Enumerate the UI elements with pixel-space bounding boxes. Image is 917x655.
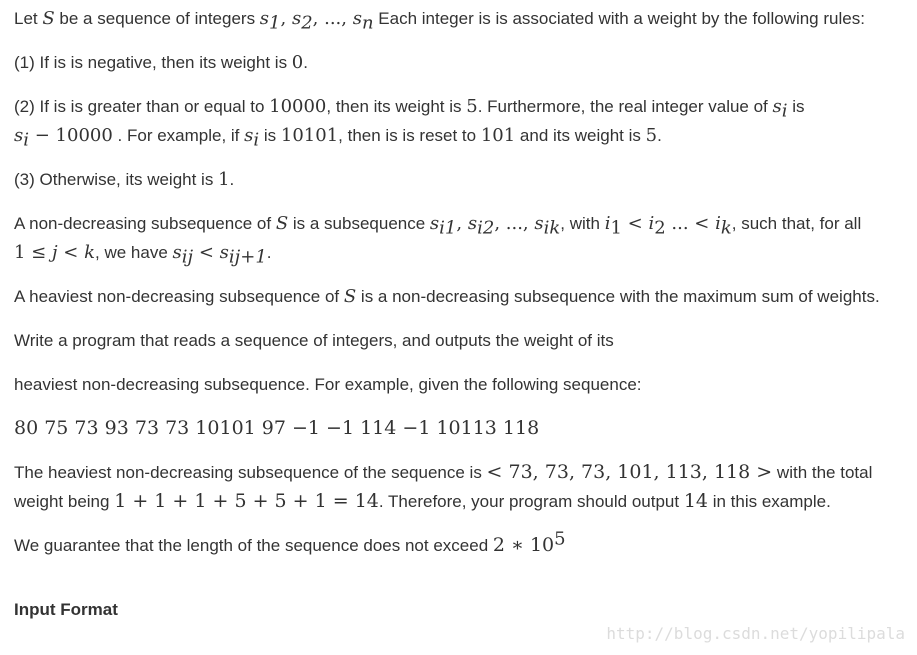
- heaviest-definition: A heaviest non-decreasing subsequence of S is a non-decreasing subsequence with the maximum sum of weights.: [14, 286, 880, 307]
- problem-statement: [14, 4, 909, 624]
- rule-2: (2) If is is greater than or equal to 10000, then its weight is 5. Furthermore, the real integer value of $s_i$ is $s_i - 10000$ . For example, if $s_i$ is 10101, then is is reset to 101 and its weight is 5.: [14, 96, 805, 151]
- task-line-2: heaviest non-decreasing subsequence. For example, given the following sequence:: [14, 375, 642, 394]
- subsequence-definition: A non-decreasing subsequence of S is a subsequence $s_{i1}$, $s_{i2}$, ..., $s_{ik}$, with $i_1 < i_2$ ... < $i_k$, such that, for all 1 ≤ j < k, we have $s_{ij} < s_{ij+1}$.: [14, 213, 862, 268]
- input-format-heading: Input Format: [14, 600, 118, 619]
- example-sequence: 80 75 73 93 73 73 10101 97 −1 −1 114 −1 10113 118: [14, 417, 540, 439]
- example-result: The heaviest non-decreasing subsequence of the sequence is < 73, 73, 73, 101, 113, 118 > with the total weight being 1 + 1 + 1 + 5 + 5 + 1 = 14. Therefore, your program should output 14 in this example.: [14, 461, 873, 512]
- task-line-1: Write a program that reads a sequence of integers, and outputs the weight of its: [14, 331, 614, 350]
- length-guarantee: We guarantee that the length of the sequence does not exceed 2 ∗ $10^5$: [14, 528, 566, 556]
- rule-1: (1) If is is negative, then its weight is 0.: [14, 52, 308, 73]
- watermark: http://blog.csdn.net/yopilipala: [606, 624, 905, 643]
- intro-paragraph: Let S be a sequence of integers $s_1$, $s_2$, ..., $s_n$ Each integer is is associated with a weight by the following rules:: [14, 8, 865, 34]
- rule-3: (3) Otherwise, its weight is 1.: [14, 169, 235, 190]
